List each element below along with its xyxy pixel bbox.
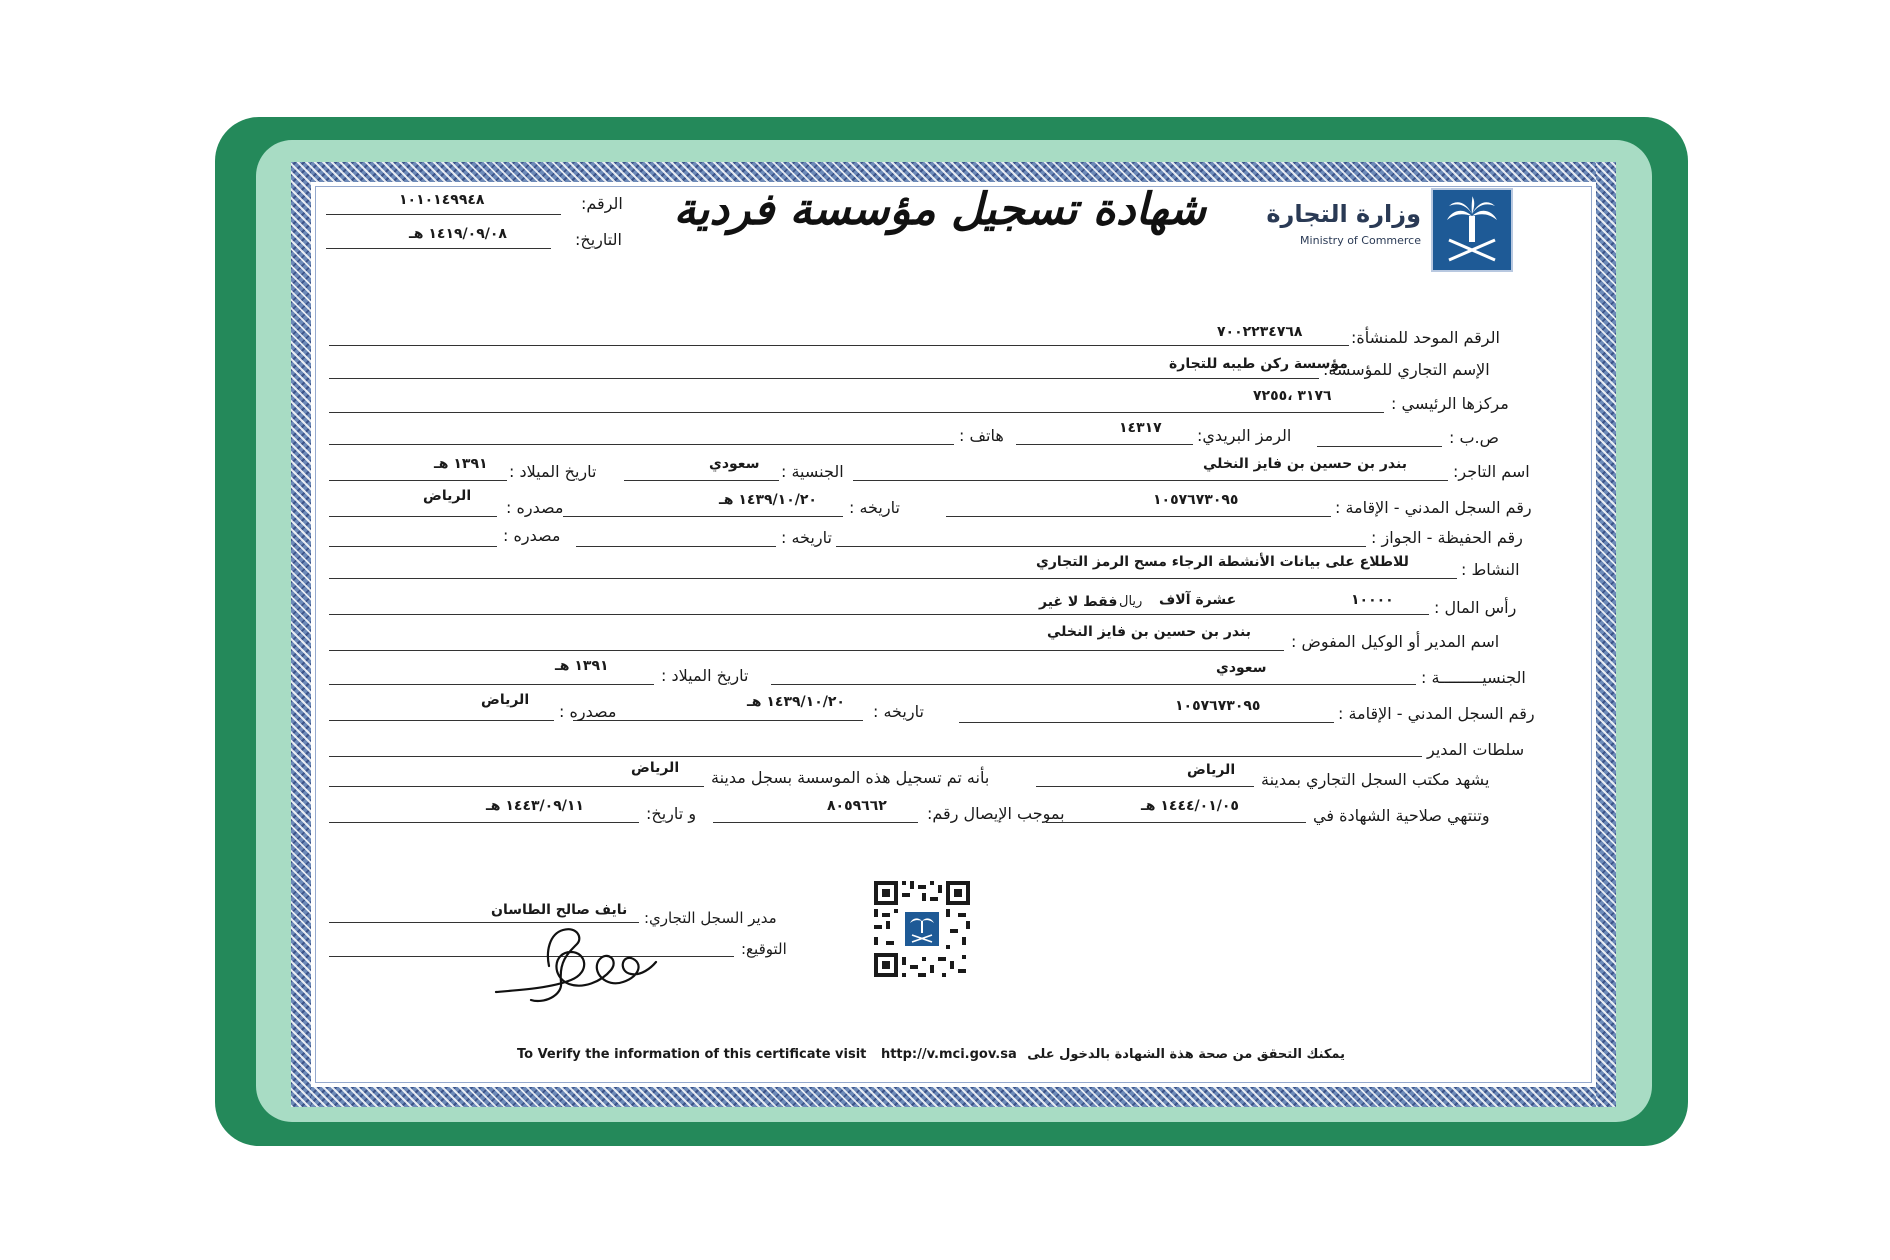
birth-label: تاريخ الميلاد : <box>509 462 597 481</box>
passport-label: رقم الحفيظة - الجواز : <box>1371 528 1523 547</box>
capital-line <box>329 614 1429 615</box>
manager-source-value: الرياض <box>481 692 530 708</box>
civil-date-value: ١٤٣٩/١٠/٢٠ هـ <box>719 492 817 508</box>
phone-line <box>329 444 954 445</box>
manager-source-line <box>329 720 554 721</box>
verify-line <box>511 1047 1351 1062</box>
number-label: الرقم: <box>581 194 623 213</box>
merchant-line <box>853 480 1448 481</box>
border-right <box>1596 162 1616 1107</box>
civil-date-line <box>563 516 843 517</box>
manager-nationality-value: سعودي <box>1216 660 1267 676</box>
civil-value: ١٠٥٧٦٧٣٠٩٥ <box>1153 492 1239 508</box>
activity-label: النشاط : <box>1461 560 1520 579</box>
receipt-date-label: و تاريخ: <box>646 804 697 823</box>
source-value: الرياض <box>423 488 472 504</box>
manager-value: بندر بن حسين بن فايز النخلي <box>1047 624 1251 640</box>
passport-source-label: مصدره : <box>503 526 561 545</box>
receipt-value: ٨٠٥٩٦٦٢ <box>827 798 887 814</box>
expiry-line <box>1046 822 1306 823</box>
manager-line <box>329 650 1284 651</box>
nationality-line <box>624 480 779 481</box>
source-line <box>329 516 497 517</box>
verify-en: To Verify the information of this certificate visit <box>516 1047 867 1062</box>
hq-value: ٣١٧٦ ،٧٢٥٥ <box>1253 388 1332 404</box>
sign-label: التوقيع: <box>741 940 787 958</box>
date-label: التاريخ: <box>575 230 622 249</box>
unified-no-line <box>329 345 1349 346</box>
unified-no-value: ٧٠٠٢٢٣٤٧٦٨ <box>1217 324 1303 340</box>
certificate <box>291 162 1616 1107</box>
capital-words: عشرة آلاف <box>1159 592 1237 608</box>
capital-value: ١٠٠٠٠ <box>1351 592 1394 608</box>
birth-value: ١٣٩١ هـ <box>434 456 488 472</box>
receipt-line <box>713 822 918 823</box>
number-line <box>326 214 561 215</box>
manager-birth-line <box>329 684 654 685</box>
ministry-name-en: Ministry of Commerce <box>1300 234 1421 247</box>
hq-label: مركزها الرئيسي : <box>1391 394 1509 413</box>
activity-value: للاطلاع على بيانات الأنشطة الرجاء مسح الرمز التجاري <box>1036 554 1409 570</box>
palm-swords-icon <box>1433 190 1511 270</box>
manager-birth-label: تاريخ الميلاد : <box>661 666 749 685</box>
pobox-line <box>1317 446 1442 447</box>
border-bottom <box>291 1087 1616 1107</box>
manager-civil-line <box>959 722 1334 723</box>
manager-civil-date-line <box>573 720 863 721</box>
manager-civil-value: ١٠٥٧٦٧٣٠٩٥ <box>1175 698 1261 714</box>
passport-date-label: تاريخه : <box>781 528 832 547</box>
manager-nationality-label: الجنسيـــــــــة : <box>1421 668 1526 687</box>
certify-city-line <box>1036 786 1254 787</box>
nationality-value: سعودي <box>709 456 760 472</box>
activity-line <box>329 578 1457 579</box>
capital-label: رأس المال : <box>1434 598 1517 617</box>
trade-name-label: الإسم التجاري للمؤسسة: <box>1323 360 1490 379</box>
passport-date-line <box>576 546 776 547</box>
merchant-label: اسم التاجر: <box>1453 462 1530 481</box>
manager-civil-date-label: تاريخه : <box>873 702 924 721</box>
ministry-name-ar: وزارة التجارة <box>1266 200 1421 228</box>
unified-no-label: الرقم الموحد للمنشأة: <box>1351 328 1500 347</box>
expiry-value: ١٤٤٤/٠١/٠٥ هـ <box>1141 798 1239 814</box>
capital-currency: ريال <box>1119 594 1143 609</box>
source-label: مصدره : <box>506 498 564 517</box>
director-value: نايف صالح الطاسان <box>491 902 628 918</box>
ministry-logo <box>1431 188 1513 272</box>
postal-value: ١٤٣١٧ <box>1119 420 1162 436</box>
hq-line <box>329 412 1384 413</box>
receipt-date-line <box>329 822 639 823</box>
border-top <box>291 162 1616 182</box>
receipt-label: بموجب الإيصال رقم: <box>927 804 1065 823</box>
pobox-label: ص.ب : <box>1449 428 1499 447</box>
verify-url[interactable]: http://v.mci.gov.sa <box>880 1047 1017 1062</box>
birth-line <box>329 480 507 481</box>
authority-line <box>329 756 1422 757</box>
civil-label: رقم السجل المدني - الإقامة : <box>1335 498 1532 517</box>
expiry-label: وتنتهي صلاحية الشهادة في <box>1313 806 1490 825</box>
certify-city2-line <box>329 786 704 787</box>
civil-date-label: تاريخه : <box>849 498 900 517</box>
nationality-label: الجنسية : <box>781 462 844 481</box>
postal-line <box>1016 444 1193 445</box>
manager-label: اسم المدير أو الوكيل المفوض : <box>1291 632 1500 651</box>
manager-civil-date-value: ١٤٣٩/١٠/٢٠ هـ <box>747 694 845 710</box>
merchant-value: بندر بن حسين بن فايز النخلي <box>1203 456 1407 472</box>
date-line <box>326 248 551 249</box>
date-value: ١٤١٩/٠٩/٠٨ هـ <box>409 226 507 242</box>
signature-mark <box>491 922 661 1012</box>
qr-code[interactable] <box>872 879 972 979</box>
certify-city2: الرياض <box>631 760 680 776</box>
civil-line <box>946 516 1331 517</box>
trade-name-line <box>329 378 1319 379</box>
manager-birth-value: ١٣٩١ هـ <box>555 658 609 674</box>
certificate-title: شهادة تسجيل مؤسسة فردية <box>673 184 1206 235</box>
authority-label: سلطات المدير <box>1427 740 1525 759</box>
manager-source-label: مصدره : <box>559 702 617 721</box>
passport-source-line <box>329 546 497 547</box>
verify-ar: يمكنك التحقق من صحة هذة الشهادة بالدخول على <box>1027 1047 1346 1062</box>
capital-only: فقط لا غير <box>1039 594 1118 610</box>
certify-mid: بأنه تم تسجيل هذه الموسسة بسجل مدينة <box>711 768 990 787</box>
border-left <box>291 162 311 1107</box>
director-label: مدير السجل التجاري: <box>644 909 777 927</box>
phone-label: هاتف : <box>959 426 1004 445</box>
certify-label: يشهد مكتب السجل التجاري بمدينة <box>1261 770 1490 789</box>
trade-name-value: مؤسسة ركن طيبه للتجارة <box>1169 356 1348 372</box>
number-value: ١٠١٠١٤٩٩٤٨ <box>399 192 485 208</box>
postal-label: الرمز البريدي: <box>1197 426 1292 445</box>
certify-city: الرياض <box>1187 762 1236 778</box>
manager-civil-label: رقم السجل المدني - الإقامة : <box>1338 704 1535 723</box>
manager-nationality-line <box>771 684 1416 685</box>
receipt-date-value: ١٤٤٣/٠٩/١١ هـ <box>486 798 584 814</box>
passport-line <box>836 546 1366 547</box>
